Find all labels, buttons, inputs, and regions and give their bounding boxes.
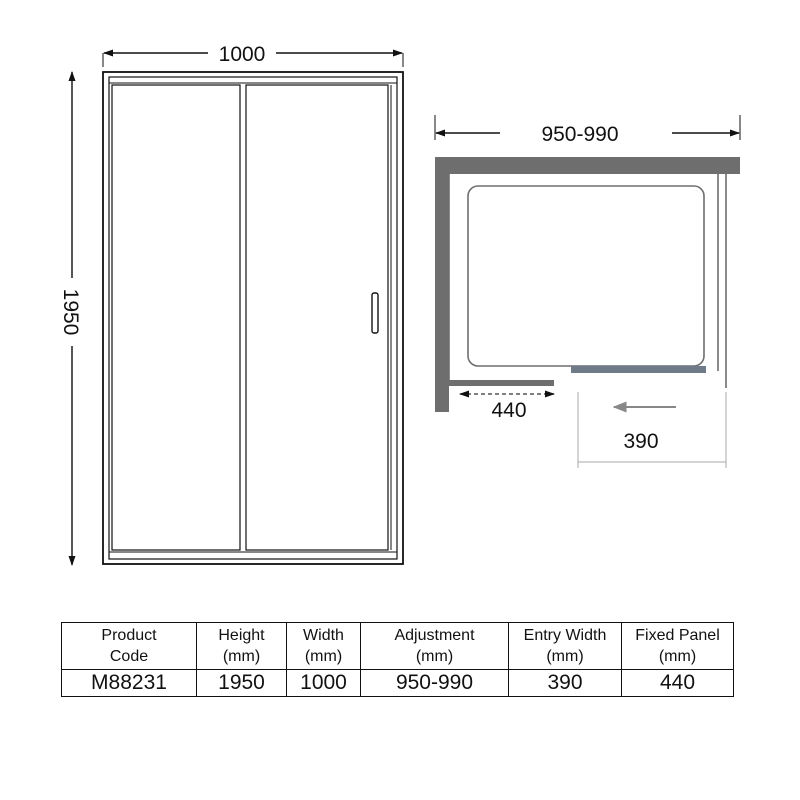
shower-tray: [468, 186, 704, 366]
adjustment-label: 950-990: [541, 123, 619, 146]
header-entry-width: Entry Width (mm): [509, 623, 622, 670]
table-row: [62, 670, 734, 697]
plan-view: [435, 115, 740, 468]
spec-table: [61, 622, 734, 697]
table-header-row: [62, 623, 734, 670]
sliding-door: [571, 366, 706, 373]
cell-adjustment: 950-990: [361, 670, 509, 697]
height-dimension: [59, 72, 82, 565]
front-elevation: [59, 43, 403, 565]
header-height: Height (mm): [197, 623, 287, 670]
fixed-panel: [449, 380, 554, 386]
cell-product-code: M88231: [62, 670, 197, 697]
walls: [435, 157, 740, 412]
header-adjustment: Adjustment (mm): [361, 623, 509, 670]
width-label: 1000: [218, 43, 266, 66]
door-handle: [372, 293, 378, 333]
entry-width-label: 390: [623, 430, 659, 453]
door-frame: [103, 72, 403, 564]
adjustment-dimension: [435, 115, 740, 146]
width-dimension: [103, 43, 403, 67]
cell-width: 1000: [287, 670, 361, 697]
header-product-code: Product Code: [62, 623, 197, 670]
fixed-panel-dimension: [460, 394, 554, 422]
header-width: Width (mm): [287, 623, 361, 670]
cell-fixed-panel: 440: [622, 670, 734, 697]
header-fixed-panel: Fixed Panel (mm): [622, 623, 734, 670]
fixed-panel-label: 440: [491, 399, 527, 422]
enclosure-outline: [449, 174, 726, 388]
height-label: 1950: [59, 288, 82, 336]
cell-height: 1950: [197, 670, 287, 697]
cell-entry-width: 390: [509, 670, 622, 697]
